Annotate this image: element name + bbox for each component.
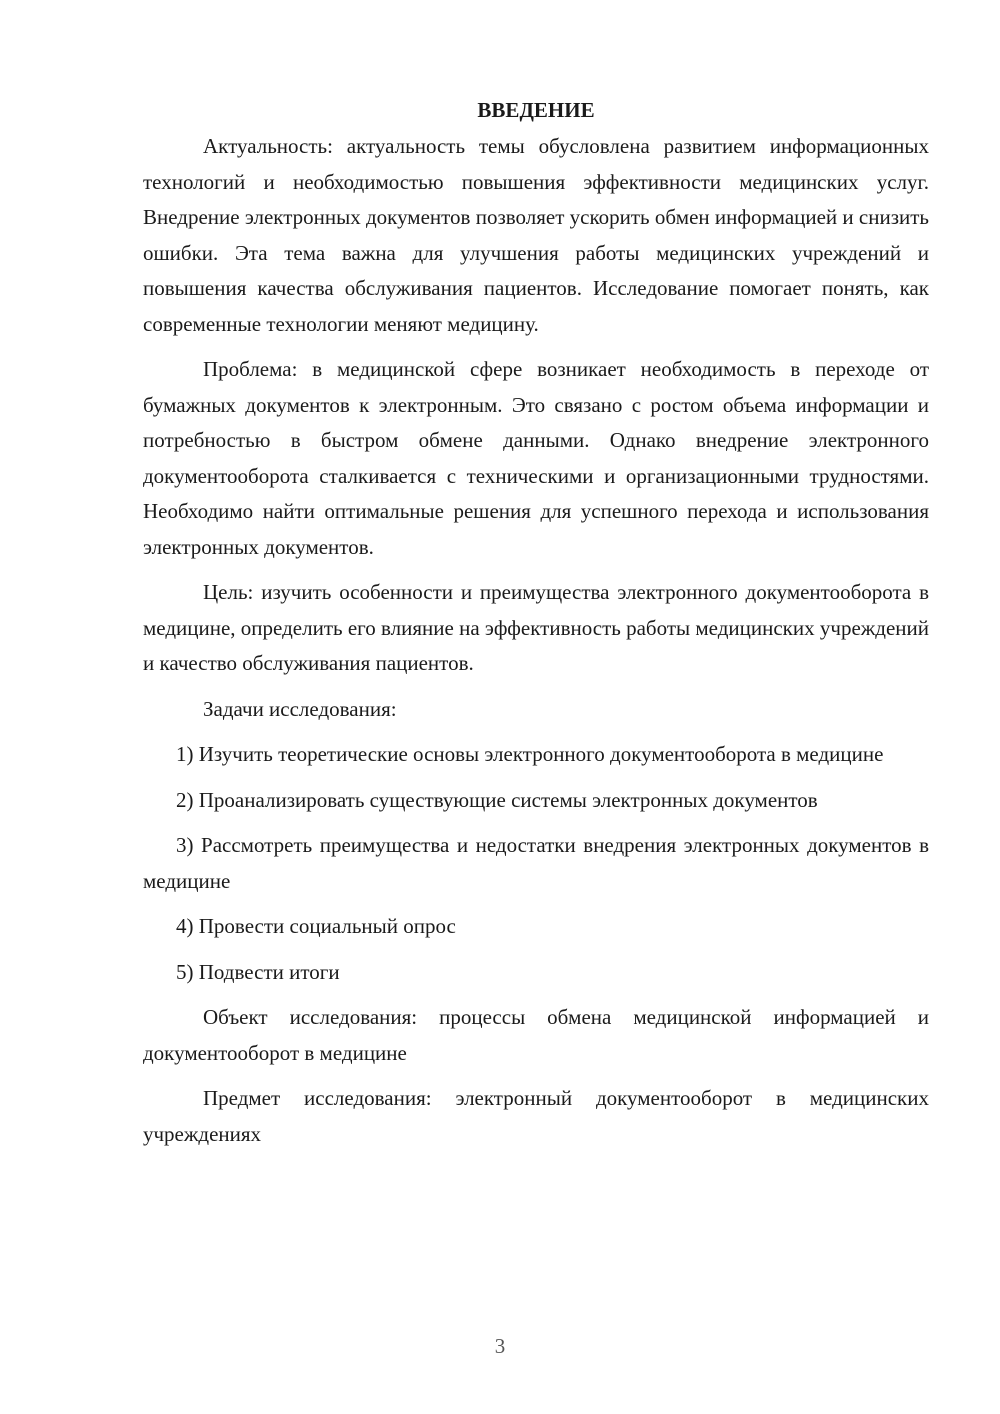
task-item: 5) Подвести итоги bbox=[176, 959, 340, 984]
task-item: 3) Рассмотреть преимущества и недостатки внедрения электронных документов в медицине bbox=[143, 833, 929, 893]
tasks-label: Задачи исследования: bbox=[203, 696, 397, 721]
task-item: 4) Провести социальный опрос bbox=[176, 914, 456, 938]
page-number: 3 bbox=[494, 1334, 506, 1358]
page-title: ВВЕДЕНИЕ bbox=[477, 98, 595, 122]
problem-paragraph: Проблема: в медицинской сфере возникает необходимость в переходе от бумажных документов к электронным. Это связано с ростом объема информации и потребностью в быстром обмене данными. Однако внедрение электронного документооборота сталкивается с техническими и организационными трудностями. Необходимо найти оптимальные решения для успешного перехода и использования электронных документов. bbox=[143, 357, 929, 559]
task-item: 2) Проанализировать существующие системы электронных документов bbox=[176, 787, 818, 812]
document-page bbox=[143, 94, 929, 1162]
object-paragraph: Объект исследования: процессы обмена медицинской информацией и документооборот в медицине bbox=[143, 1005, 929, 1065]
goal-paragraph: Цель: изучить особенности и преимущества электронного документооборота в медицине, определить его влияние на эффективность работы медицинских учреждений и качество обслуживания пациентов. bbox=[143, 580, 929, 675]
subject-paragraph: Предмет исследования: электронный документооборот в медицинских учреждениях bbox=[143, 1086, 929, 1146]
task-item: 1) Изучить теоретические основы электронного документооборота в медицине bbox=[176, 742, 884, 766]
relevance-paragraph: Актуальность: актуальность темы обусловлена развитием информационных технологий и необходимостью повышения эффективности медицинских услуг. Внедрение электронных документов позволяет ускорить обмен информацией и снизить ошибки. Эта тема важна для улучшения работы медицинских учреждений и повышения качества обслуживания пациентов. Исследование помогает понять, как современные технологии меняют медицину. bbox=[143, 134, 929, 336]
